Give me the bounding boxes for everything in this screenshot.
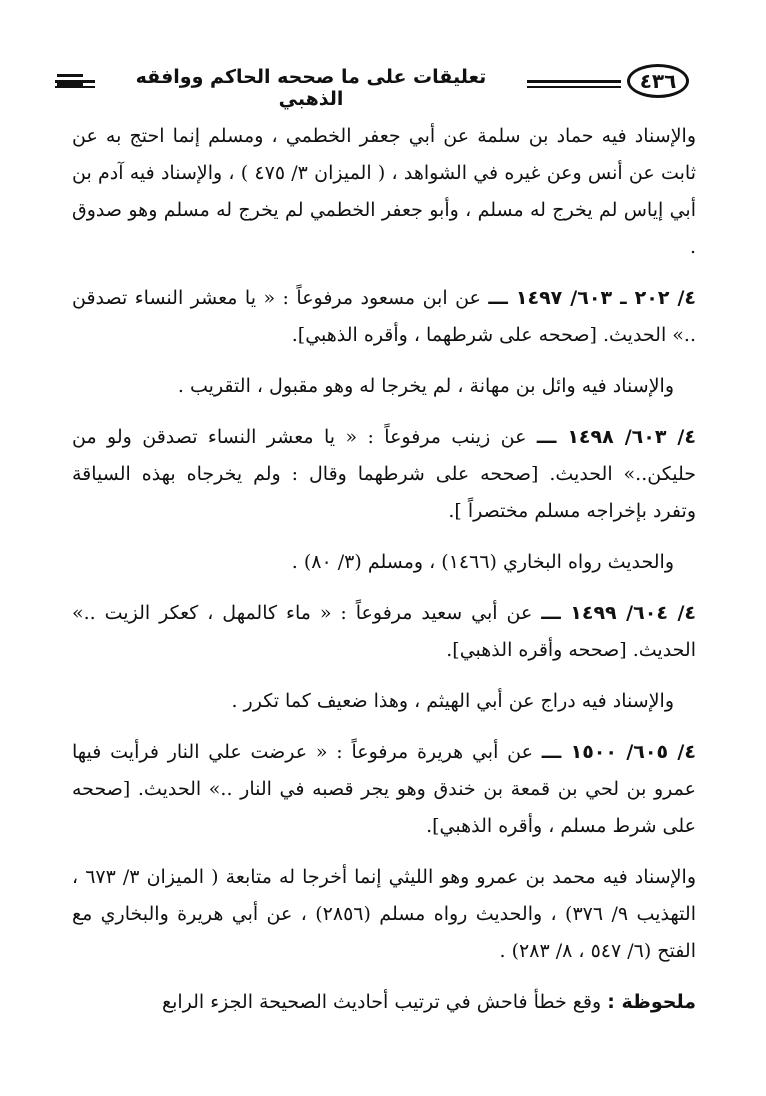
paragraph: والحديث رواه البخاري (١٤٦٦) ، ومسلم (٣/ ٨٠) . bbox=[291, 551, 674, 573]
note-paragraph bbox=[72, 984, 696, 1021]
running-title: تعليقات على ما صححه الحاكم ووافقه الذهبي bbox=[95, 66, 527, 110]
hadith-entry bbox=[72, 280, 696, 354]
hadith-reference: ٤/ ٦٠٣/ ١٤٩٨ ـــ bbox=[536, 426, 696, 448]
paragraph: والإسناد فيه حماد بن سلمة عن أبي جعفر الخطمي ، ومسلم إنما احتج به عن ثابت عن أنس وعن غيره في الشواهد ، ( الميزان ٣/ ٤٧٥ ) ، والإسناد فيه آدم بن أبي إياس لم يخرج له مسلم ، وأبو جعفر الخطمي لم يخرج له مسلم وهو صدوق . bbox=[72, 125, 696, 258]
paragraph: والإسناد فيه محمد بن عمرو وهو الليثي إنما أخرجا له متابعة ( الميزان ٣/ ٦٧٣ ، التهذيب ٩/ ٣٧٦) ، والحديث رواه مسلم (٢٨٥٦) ، عن أبي هريرة والبخاري مع الفتح (٦/ ٥٤٧ ، ٨/ ٢٨٣) . bbox=[72, 866, 696, 962]
paragraph: والإسناد فيه وائل بن مهانة ، لم يخرجا له وهو مقبول ، التقريب . bbox=[177, 375, 674, 397]
hadith-reference: ٤/ ٦٠٤/ ١٤٩٩ ـــ bbox=[541, 602, 696, 624]
hadith-reference: ٤/ ٢٠٢ ـ ٦٠٣/ ١٤٩٧ ـــ bbox=[488, 287, 697, 309]
hadith-entry bbox=[72, 419, 696, 530]
paragraph: والإسناد فيه دراج عن أبي الهيثم ، وهذا ضعيف كما تكرر . bbox=[231, 690, 674, 712]
hadith-text: عن أبي سعيد مرفوعاً : « ماء كالمهل ، كعكر الزيت ..» الحديث. [صححه وأقره الذهبي]. bbox=[72, 602, 696, 661]
hadith-reference: ٤/ ٦٠٥/ ١٥٠٠ ـــ bbox=[541, 741, 696, 763]
page-body bbox=[72, 118, 696, 1035]
hadith-text: عن زينب مرفوعاً : « يا معشر النساء تصدقن ولو من حليكن..» الحديث. [صححه على شرطهما وقال : ولم يخرجاه بهذه السياقة وتفرد بإخراجه مسلم مختصراً ]. bbox=[72, 426, 696, 522]
note-text: وقع خطأ فاحش في ترتيب أحاديث الصحيحة الجزء الرابع bbox=[161, 991, 602, 1013]
page-header bbox=[55, 62, 695, 110]
page-number: ٤٣٦ bbox=[627, 64, 689, 98]
hadith-text: عن ابن مسعود مرفوعاً : « يا معشر النساء تصدقن ..» الحديث. [صححه على شرطهما ، وأقره الذهبي]. bbox=[72, 287, 696, 346]
hadith-text: عن أبي هريرة مرفوعاً : « عرضت علي النار فرأيت فيها عمرو بن لحي بن قمعة بن خندق وهو يجر قصبه في النار ..» الحديث. [صححه على شرط مسلم ، وأقره الذهبي]. bbox=[72, 741, 696, 837]
hadith-entry bbox=[72, 734, 696, 845]
hadith-entry bbox=[72, 595, 696, 669]
note-label: ملحوظة : bbox=[607, 991, 696, 1013]
page-number-badge bbox=[621, 62, 695, 102]
